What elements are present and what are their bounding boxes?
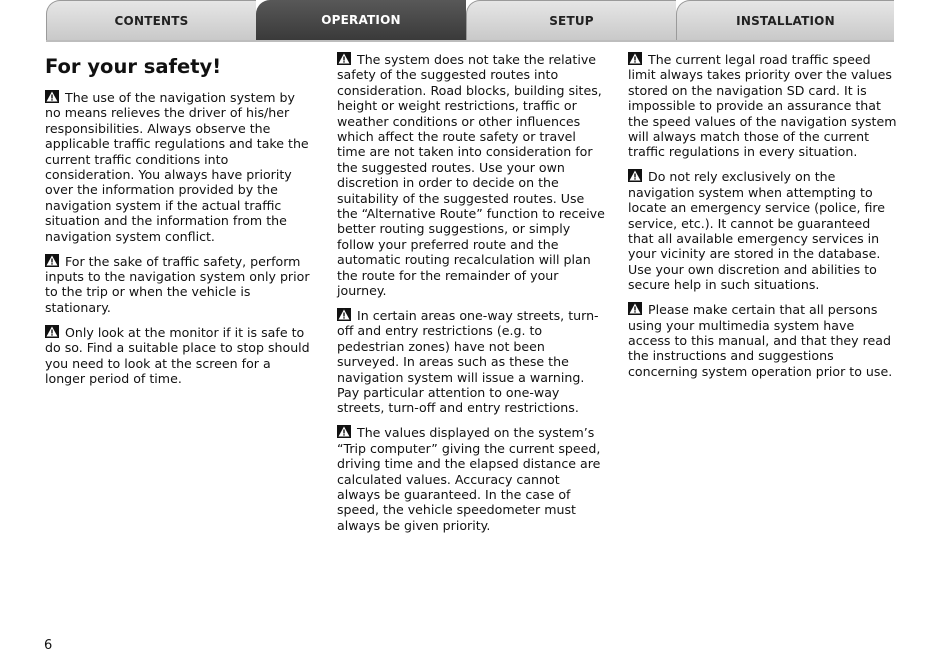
paragraph-text: Please make certain that all persons using your multimedia system have access to this manual, and that they read the instructions and suggestions concerning system operation prior to use.: [628, 302, 893, 379]
paragraph-text: Do not rely exclusively on the navigation system when attempting to locate an emergency service (police, fire service, etc.). It cannot be guaranteed that all available emergency services in your vicinity are stored in the database. Use your own discretion and abilities to secure help in such situations.: [628, 169, 886, 293]
safety-paragraph: [628, 52, 898, 160]
paragraph-text: The system does not take the relative safety of the suggested routes into consideration. Road blocks, building sites, height or weight restrictions, traffic or weather conditions or other influences which affect the route safety or travel time are not taken into consideration for the suggested routes. Use your own discretion in order to decide on the suitability of the suggested routes. Use the “Alternative Route” function to receive better routing suggestions, or simply follow your preferred route and the automatic routing recalculation will plan the route for the remainder of your journey.: [337, 52, 605, 299]
tab-operation[interactable]: OPERATION: [256, 0, 466, 40]
warning-icon: [45, 90, 59, 103]
paragraph-text: Only look at the monitor if it is safe to do so. Find a suitable place to stop should you need to look at the screen for a longer period of time.: [45, 324, 310, 386]
safety-paragraph: [337, 52, 605, 299]
column-left: [45, 52, 313, 396]
paragraph-text: In certain areas one-way streets, turn-off and entry restrictions (e.g. to pedestrian zones) have not been surveyed. In areas such as these the navigation system will issue a warning. Pay particular attention to one-way streets, turn-off and entry restrictions.: [337, 308, 599, 416]
warning-icon: [628, 302, 642, 315]
tab-divider-line: [46, 40, 894, 42]
paragraph-text: The current legal road traffic speed limit always takes priority over the values stored on the navigation SD card. It is impossible to provide an assurance that the speed values of the navigation system will always match those of the current traffic regulations in every situation.: [628, 52, 897, 160]
safety-paragraph: [628, 302, 898, 379]
warning-icon: [337, 52, 351, 65]
page-number: 6: [44, 638, 53, 653]
tab-installation[interactable]: INSTALLATION: [676, 0, 894, 40]
column-middle: [337, 52, 605, 543]
safety-paragraph: [628, 169, 898, 292]
paragraph-text: The use of the navigation system by no means relieves the driver of his/her responsibilities. Always observe the applicable traffic regulations and take the current traffic conditions into consideration. You always have priority over the information provided by the navigation system if the actual traffic situation and the information from the navigation system conflict.: [45, 90, 309, 244]
paragraph-text: For the sake of traffic safety, perform inputs to the navigation system only prior to the trip or when the vehicle is stationary.: [45, 253, 310, 315]
warning-icon: [45, 325, 59, 338]
warning-icon: [337, 308, 351, 321]
tab-setup[interactable]: SETUP: [466, 0, 676, 40]
warning-icon: [628, 52, 642, 65]
safety-paragraph: [45, 325, 313, 387]
warning-icon: [628, 169, 642, 182]
column-right: [628, 52, 898, 389]
section-tab-bar: [0, 0, 950, 42]
page-title: For your safety!: [45, 55, 222, 78]
warning-icon: [45, 254, 59, 267]
safety-paragraph: [337, 308, 605, 416]
safety-paragraph: [45, 254, 313, 316]
warning-icon: [337, 425, 351, 438]
paragraph-text: The values displayed on the system’s “Trip computer” giving the current speed, driving time and the elapsed distance are calculated values. Accuracy cannot always be guaranteed. In the case of speed, the vehicle speedometer must always be given priority.: [337, 425, 601, 533]
tab-contents[interactable]: CONTENTS: [46, 0, 256, 40]
safety-paragraph: [45, 90, 313, 244]
safety-paragraph: [337, 425, 605, 533]
